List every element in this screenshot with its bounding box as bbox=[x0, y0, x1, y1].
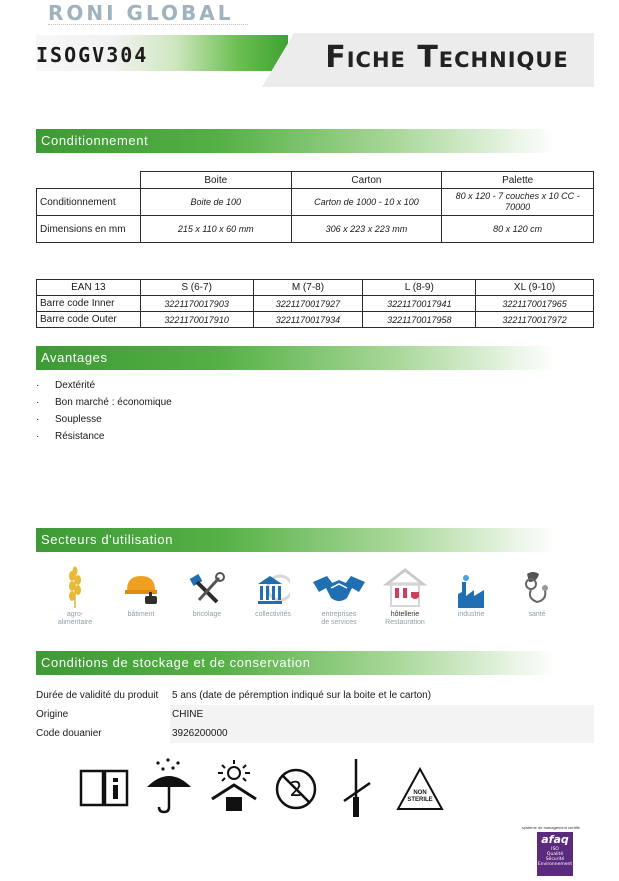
table-cell: 80 x 120 cm bbox=[442, 216, 594, 243]
sector-hotellerie bbox=[372, 566, 438, 627]
list-item: · Résistance bbox=[36, 431, 172, 448]
table-cell: CHINE bbox=[170, 705, 594, 724]
sector-label: bricolage bbox=[192, 611, 222, 618]
table-cell: 3221170017972 bbox=[476, 312, 594, 328]
brush-wrench-icon bbox=[174, 566, 240, 608]
table-cell: Carton de 1000 - 10 x 100 bbox=[291, 189, 442, 216]
list-item: · Dextérité bbox=[36, 380, 172, 397]
sector-label: de services bbox=[321, 619, 357, 626]
product-reference: ISOGV304 bbox=[36, 43, 149, 67]
svg-text:2: 2 bbox=[289, 777, 303, 801]
sectors-row bbox=[40, 566, 570, 636]
sector-entreprises bbox=[306, 566, 372, 627]
wheat-icon bbox=[42, 566, 108, 608]
column-header: S (6-7) bbox=[140, 280, 253, 296]
sector-sante bbox=[504, 566, 570, 619]
certification-caption: système de management certifié bbox=[522, 825, 580, 830]
table-cell: 80 x 120 - 7 couches x 10 CC - 70000 bbox=[442, 189, 594, 216]
sector-collectivites bbox=[240, 566, 306, 619]
table-row bbox=[36, 705, 594, 724]
advantages-list bbox=[36, 380, 172, 448]
hotel-icon bbox=[372, 566, 438, 608]
table-cell: 3221170017910 bbox=[140, 312, 253, 328]
ean-table bbox=[36, 279, 594, 328]
brand-logo: RONI GLOBAL bbox=[48, 1, 234, 25]
afaq-sub: ISO bbox=[551, 847, 559, 852]
instructions-book-icon bbox=[79, 769, 129, 807]
column-header: Boite bbox=[140, 172, 291, 189]
sector-label: entreprises bbox=[321, 611, 357, 618]
sector-label: santé bbox=[528, 611, 546, 618]
section-avantages: Avantages bbox=[36, 346, 556, 370]
sector-batiment bbox=[108, 566, 174, 619]
symbols-row bbox=[76, 757, 456, 819]
table-row bbox=[37, 216, 594, 243]
page-title: Fiche Technique bbox=[325, 40, 569, 75]
sector-label: bâtiment bbox=[127, 611, 155, 618]
column-header: EAN 13 bbox=[37, 280, 141, 296]
row-label: Barre code Outer bbox=[37, 312, 141, 328]
table-row bbox=[36, 686, 594, 705]
sector-bricolage bbox=[174, 566, 240, 619]
table-cell: 3221170017965 bbox=[476, 296, 594, 312]
column-header: M (7-8) bbox=[253, 280, 363, 296]
list-item: · Bon marché : économique bbox=[36, 397, 172, 414]
column-header: Palette bbox=[442, 172, 594, 189]
building-icon bbox=[240, 566, 306, 608]
section-conditionnement: Conditionnement bbox=[36, 129, 556, 153]
sector-agro bbox=[42, 566, 108, 627]
table-cell: 306 x 223 x 223 mm bbox=[291, 216, 442, 243]
table-cell: Boite de 100 bbox=[140, 189, 291, 216]
helmet-icon bbox=[108, 566, 174, 608]
non-sterile-icon bbox=[396, 767, 444, 811]
sector-label: Restauration bbox=[385, 619, 425, 626]
table-cell: 3221170017903 bbox=[140, 296, 253, 312]
section-conditions: Conditions de stockage et de conservation bbox=[36, 651, 556, 675]
afaq-mark: afaq bbox=[541, 833, 569, 846]
sector-label: industrie bbox=[457, 611, 485, 618]
sector-label: collectivités bbox=[255, 611, 291, 618]
brand-tagline-line bbox=[48, 24, 248, 27]
section-secteurs: Secteurs d'utilisation bbox=[36, 528, 556, 552]
row-label: Durée de validité du produit bbox=[36, 690, 159, 701]
row-label: Barre code Inner bbox=[37, 296, 141, 312]
table-row bbox=[37, 189, 594, 216]
keep-away-from-sun-icon bbox=[208, 759, 260, 813]
list-item: · Souplesse bbox=[36, 414, 172, 431]
storage-table bbox=[36, 686, 594, 743]
keep-dry-icon bbox=[144, 757, 194, 815]
table-cell: 3221170017934 bbox=[253, 312, 363, 328]
table-cell: 3221170017927 bbox=[253, 296, 363, 312]
table-cell: 3926200000 bbox=[170, 724, 594, 743]
sector-industrie bbox=[438, 566, 504, 619]
table-row bbox=[37, 296, 594, 312]
table-cell: 5 ans (date de péremption indiqué sur la boite et le carton) bbox=[170, 686, 594, 705]
column-header: L (8-9) bbox=[363, 280, 476, 296]
sector-label: hôtellerie bbox=[390, 611, 420, 618]
table-row bbox=[36, 724, 594, 743]
afaq-logo bbox=[537, 832, 573, 876]
sector-label: alimentaire bbox=[57, 619, 93, 626]
row-label: Conditionnement bbox=[37, 189, 141, 216]
afaq-line: Qualité Sécurité Environnement bbox=[537, 852, 573, 867]
health-icon bbox=[504, 566, 570, 608]
row-label: Dimensions en mm bbox=[37, 216, 141, 243]
table-row bbox=[37, 312, 594, 328]
single-use-icon bbox=[274, 767, 318, 811]
column-header: Carton bbox=[291, 172, 442, 189]
table-corner bbox=[37, 172, 141, 189]
column-header: XL (9-10) bbox=[476, 280, 594, 296]
table-cell: 3221170017958 bbox=[363, 312, 476, 328]
packaging-table bbox=[36, 171, 594, 243]
factory-icon bbox=[438, 566, 504, 608]
temperature-limit-icon bbox=[342, 757, 372, 819]
handshake-icon bbox=[306, 566, 372, 608]
table-cell: 3221170017941 bbox=[363, 296, 476, 312]
row-label: Origine bbox=[36, 709, 69, 720]
table-cell: 215 x 110 x 60 mm bbox=[140, 216, 291, 243]
non-sterile-label: NON STERILE bbox=[407, 790, 433, 803]
sector-label: agro- bbox=[66, 611, 84, 618]
row-label: Code douanier bbox=[36, 728, 102, 739]
